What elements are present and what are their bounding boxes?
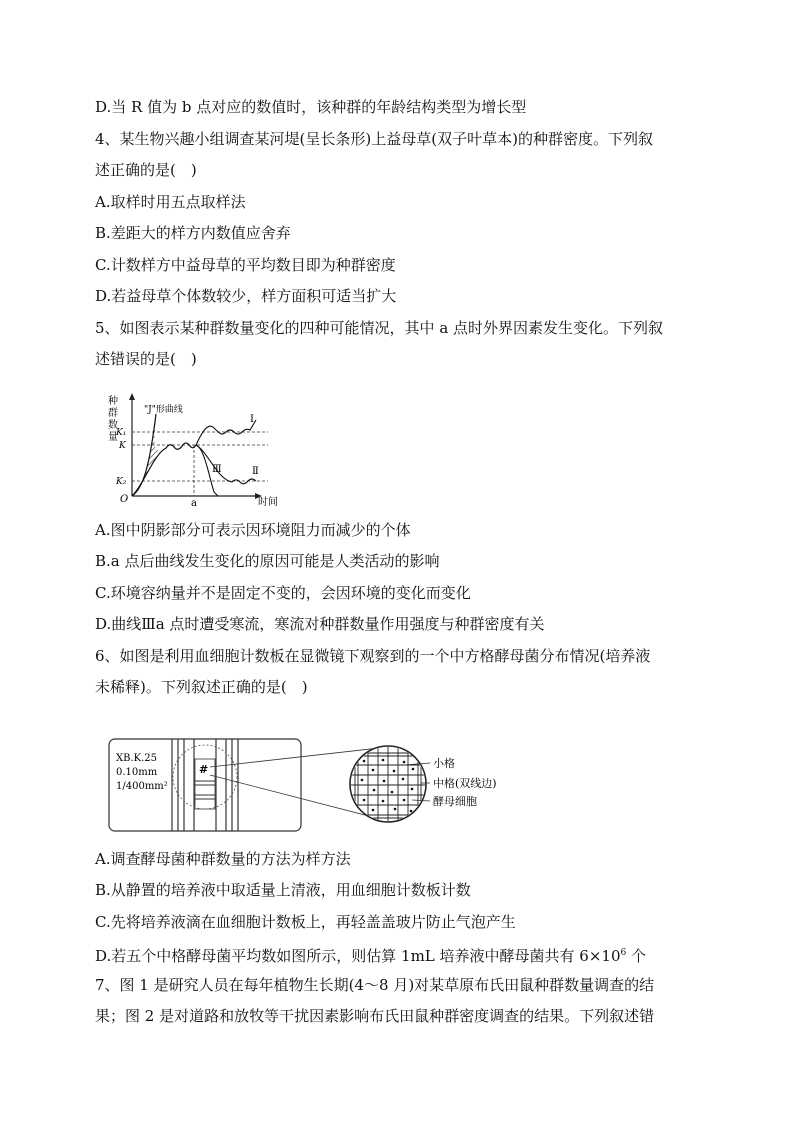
q5-option-c: C.环境容纳量并不是固定不变的，会因环境的变化而变化 bbox=[95, 584, 471, 602]
q6-stem-2: 未稀释)。下列叙述正确的是( ) bbox=[95, 678, 308, 696]
population-curve-figure bbox=[108, 392, 288, 508]
y-axis-label-char: 数 bbox=[108, 420, 118, 431]
curve-iii-label: Ⅲ bbox=[212, 464, 222, 475]
k-label: K bbox=[119, 441, 126, 451]
k1-label: K₁ bbox=[116, 428, 127, 438]
x-axis-label: 时间 bbox=[258, 497, 278, 508]
k2-label: K₂ bbox=[116, 477, 127, 487]
q5-option-b: B.a 点后曲线发生变化的原因可能是人类活动的影响 bbox=[95, 552, 440, 570]
q6-option-c: C.先将培养液滴在血细胞计数板上，再轻盖盖玻片防止气泡产生 bbox=[95, 913, 516, 931]
svg-text:#: # bbox=[199, 763, 209, 776]
q5-stem-1: 5、如图表示某种群数量变化的四种可能情况，其中 a 点时外界因素发生变化。下列叙 bbox=[95, 319, 664, 337]
a-point-label: a bbox=[191, 498, 197, 508]
q4-option-c: C.计数样方中益母草的平均数目即为种群密度 bbox=[95, 256, 396, 274]
j-curve-label: "J"形曲线 bbox=[144, 405, 183, 415]
hemocytometer-figure bbox=[108, 737, 548, 835]
q6-option-a: A.调查酵母菌种群数量的方法为样方法 bbox=[95, 850, 351, 868]
q4-stem-1: 4、某生物兴趣小组调查某河堤(呈长条形)上益母草(双子叶草本)的种群密度。下列叙 bbox=[95, 130, 653, 148]
q4-option-b: B.差距大的样方内数值应舍弃 bbox=[95, 224, 291, 242]
q5-option-d: D.曲线Ⅲa 点时遭受寒流，寒流对种群数量作用强度与种群密度有关 bbox=[95, 615, 545, 633]
q5-stem-2: 述错误的是( ) bbox=[95, 350, 197, 368]
y-axis-label-char: 群 bbox=[108, 408, 118, 419]
curve-ii-label: Ⅱ bbox=[252, 466, 259, 477]
y-axis-label-char: 量 bbox=[108, 432, 118, 443]
q7-stem-1: 7、图 1 是研究人员在每年植物生长期(4～8 月)对某草原布氏田鼠种群数量调查的结 bbox=[95, 976, 655, 994]
q6-stem-1: 6、如图是利用血细胞计数板在显微镜下观察到的一个中方格酵母菌分布情况(培养液 bbox=[95, 647, 651, 665]
q4-option-d: D.若益母草个体数较少，样方面积可适当扩大 bbox=[95, 287, 397, 305]
y-axis-label-char: 种 bbox=[108, 396, 118, 407]
origin-label: O bbox=[120, 494, 129, 505]
q6-option-d-text: D.若五个中格酵母菌平均数如图所示，则估算 1mL 培养液中酵母菌共有 6×10 bbox=[95, 947, 621, 965]
q4-option-a: A.取样时用五点取样法 bbox=[95, 193, 246, 211]
q3-option-d: D.当 R 值为 b 点对应的数值时，该种群的年龄结构类型为增长型 bbox=[95, 98, 527, 116]
callout-small-square: 小格 bbox=[433, 757, 455, 770]
q7-stem-2: 果；图 2 是对道路和放牧等干扰因素影响布氏田鼠种群密度调查的结果。下列叙述错 bbox=[95, 1007, 655, 1025]
callout-yeast-cell: 酵母细胞 bbox=[433, 795, 477, 808]
q6-option-d-unit: 个 bbox=[626, 947, 647, 965]
q6-option-d-exponent: 6 bbox=[620, 948, 627, 958]
slide-label-line: 1/400mm² bbox=[116, 781, 168, 792]
q5-option-a: A.图中阴影部分可表示因环境阻力而减少的个体 bbox=[95, 521, 411, 539]
q6-option-b: B.从静置的培养液中取适量上清液，用血细胞计数板计数 bbox=[95, 881, 471, 899]
callout-medium-square: 中格(双线边) bbox=[433, 777, 497, 790]
curve-i-label: Ⅰ bbox=[250, 414, 254, 425]
q4-stem-2: 述正确的是( ) bbox=[95, 161, 197, 179]
slide-label-line: 0.10mm bbox=[116, 767, 158, 778]
slide-label-line: XB.K.25 bbox=[116, 753, 158, 764]
q6-option-d bbox=[95, 943, 646, 966]
